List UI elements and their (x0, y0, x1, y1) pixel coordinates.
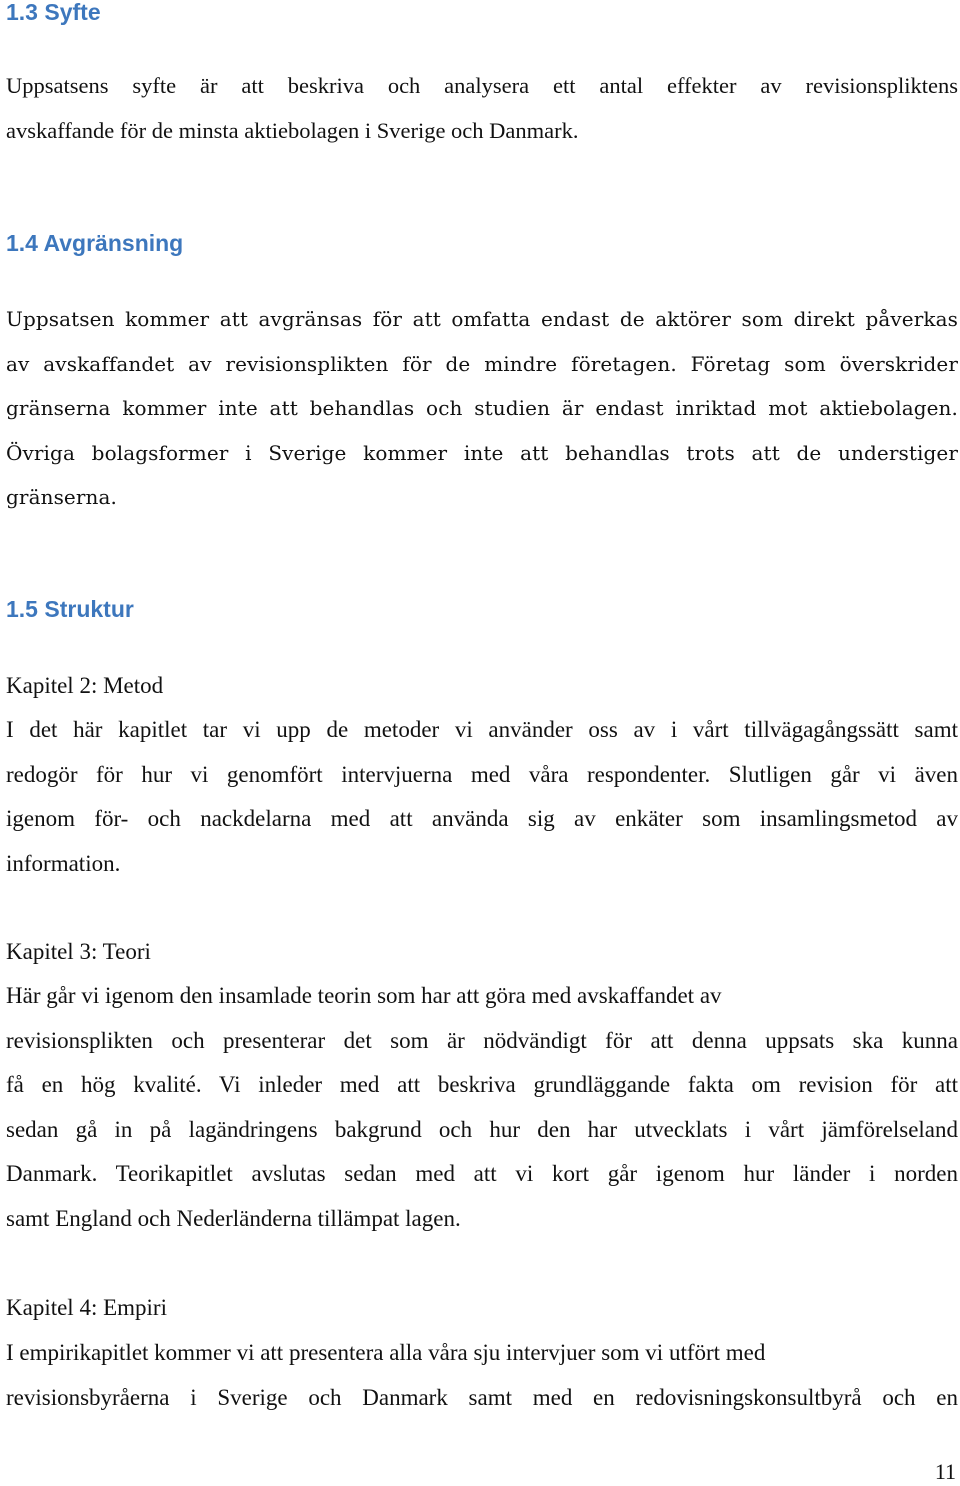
text-line: Övriga bolagsformer i Sverige kommer inte att behandlas trots att de understiger (6, 440, 958, 465)
text-line: Uppsatsen kommer att avgränsas för att omfatta endast de aktörer som direkt påverkas (6, 307, 958, 331)
text-line: sedan gå in på lagändringens bakgrund och hur den har utvecklats i vårt jämförelseland (6, 1116, 958, 1142)
text-line: Uppsatsens syfte är att beskriva och analysera ett antal effekter av revisionspliktens (6, 73, 958, 98)
paragraph-avgransning (6, 297, 958, 520)
text-line: igenom för- och nackdelarna med att använda sig av enkäter som insamlingsmetod av (6, 806, 958, 832)
chapter-label-metod: Kapitel 2: Metod (6, 673, 164, 698)
page-number: 11 (934, 1459, 956, 1484)
text-line: Här går vi igenom den insamlade teorin som har att göra med avskaffandet av (6, 983, 722, 1008)
paragraph-teori (6, 974, 958, 1242)
text-line: samt England och Nederländerna tillämpat lagen. (6, 1205, 461, 1231)
paragraph-metod (6, 708, 958, 886)
text-line: av avskaffandet av revisionsplikten för de mindre företagen. Företag som överskrider (6, 351, 958, 376)
text-line: revisionsbyråerna i Sverige och Danmark samt med en redovisningskonsultbyrå och en (6, 1384, 958, 1410)
text-line: få en hög kvalité. Vi inleder med att beskriva grundläggande fakta om revision för att (6, 1072, 958, 1098)
text-line: avskaffande för de minsta aktiebolagen i Sverige och Danmark. (6, 117, 579, 143)
text-line: information. (6, 850, 121, 876)
chapter-label-empiri: Kapitel 4: Empiri (6, 1295, 167, 1320)
text-line: Danmark. Teorikapitlet avslutas sedan med att vi kort går igenom hur länder i norden (6, 1161, 958, 1187)
text-line: I det här kapitlet tar vi upp de metoder vi använder oss av i vårt tillvägagångssätt samt (6, 717, 958, 742)
paragraph-empiri (6, 1331, 958, 1420)
text-line: redogör för hur vi genomfört intervjuerna med våra respondenter. Slutligen går vi även (6, 761, 958, 787)
heading-avgransning: 1.4 Avgränsning (6, 230, 184, 256)
text-line: gränserna kommer inte att behandlas och studien är endast inriktad mot aktiebolagen. (6, 396, 958, 420)
paragraph-syfte (6, 64, 958, 153)
heading-struktur: 1.5 Struktur (6, 596, 134, 622)
heading-syfte: 1.3 Syfte (6, 0, 101, 25)
text-line: gränserna. (6, 485, 117, 509)
text-line: revisionsplikten och presenterar det som är nödvändigt för att denna uppsats ska kunna (6, 1027, 958, 1053)
text-line: I empirikapitlet kommer vi att presentera alla våra sju intervjuer som vi utfört med (6, 1340, 766, 1365)
chapter-label-teori: Kapitel 3: Teori (6, 939, 151, 964)
